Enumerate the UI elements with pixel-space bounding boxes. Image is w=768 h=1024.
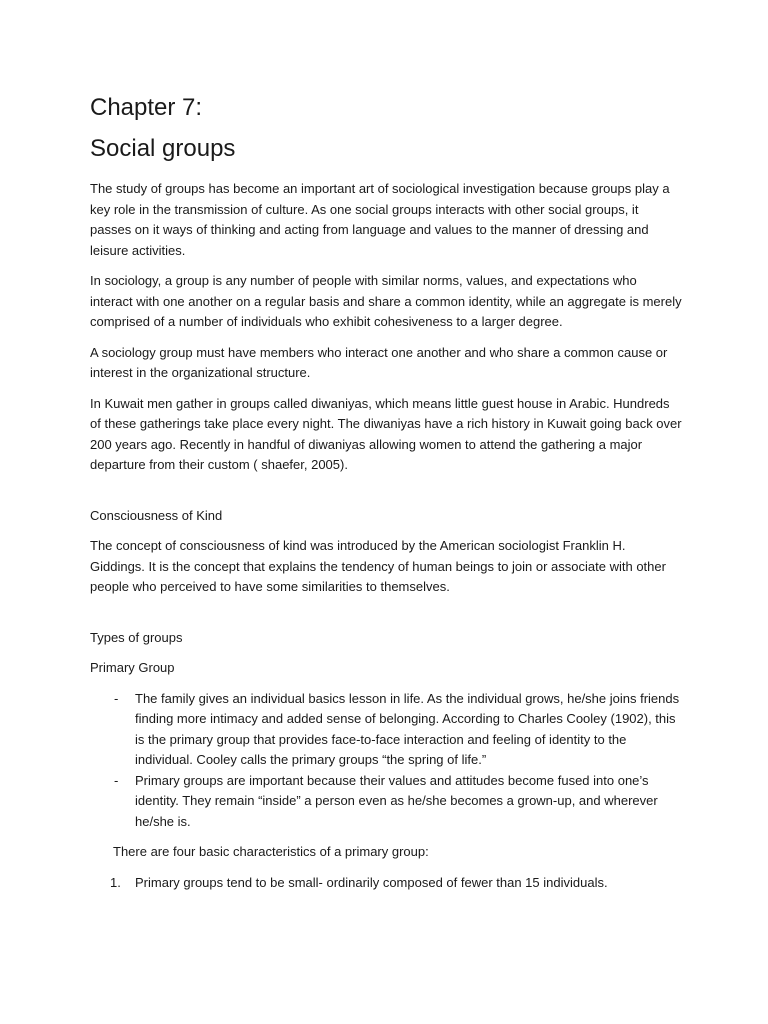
consciousness-heading: Consciousness of Kind	[90, 507, 223, 523]
primary-group-heading: Primary Group	[90, 660, 175, 675]
intro-paragraph-3: A sociology group must have members who interact one another and who share a common cause or interest in the organizational structure.	[90, 344, 668, 380]
characteristics-intro: There are four basic characteristics of a primary group:	[113, 844, 429, 859]
bullet-text: The family gives an individual basics lesson in life. As the individual grows, he/she joins friends finding more intimacy and added sense of belonging. According to Charles Cooley (1902), this is the primary group that provides face-to-face interaction and feeling of identity to the individual. Cooley calls the primary groups “the spring of life.”	[135, 690, 680, 767]
primary-group-bullets	[90, 689, 682, 833]
list-item	[90, 689, 682, 771]
dash-bullet: -	[114, 690, 119, 706]
characteristic-text: Primary groups tend to be small- ordinarily composed of fewer than 15 individuals.	[135, 874, 608, 890]
list-number: 1.	[110, 874, 121, 890]
intro-paragraph-1: The study of groups has become an important art of sociological investigation because groups play a key role in the transmission of culture. As one social groups interacts with other social groups, it passes on it ways of thinking and acting from language and values to the manner of dressing and leisure activities.	[90, 181, 670, 258]
intro-paragraph-2: In sociology, a group is any number of people with similar norms, values, and expectations who interact with one another on a regular basis and share a common identity, while an aggregate is merely comprised of a number of individuals who exhibit cohesiveness to a larger degree.	[90, 273, 682, 329]
document-page	[90, 92, 682, 893]
intro-paragraph-4: In Kuwait men gather in groups called diwaniyas, which means little guest house in Arabic. Hundreds of these gatherings take place every night. The diwaniyas have a rich history in Kuwait going back over 200 years ago. Recently in handful of diwaniyas allowing women to attend the gathering a major departure from their custom ( shaefer, 2005).	[90, 395, 682, 472]
characteristics-list	[90, 873, 682, 894]
chapter-title: Chapter 7:	[90, 94, 203, 121]
dash-bullet: -	[114, 772, 119, 788]
section-title: Social groups	[90, 135, 236, 162]
types-heading: Types of groups	[90, 629, 183, 645]
list-item	[90, 771, 682, 833]
consciousness-paragraph: The concept of consciousness of kind was introduced by the American sociologist Franklin H. Giddings. It is the concept that explains the tendency of human beings to join or associate with other people who perceived to have some similarities to themselves.	[90, 538, 666, 594]
bullet-text: Primary groups are important because their values and attitudes become fused into one’s identity. They remain “inside” a person even as he/she becomes a grown-up, and wherever he/she is.	[135, 772, 658, 829]
list-item	[90, 873, 682, 894]
